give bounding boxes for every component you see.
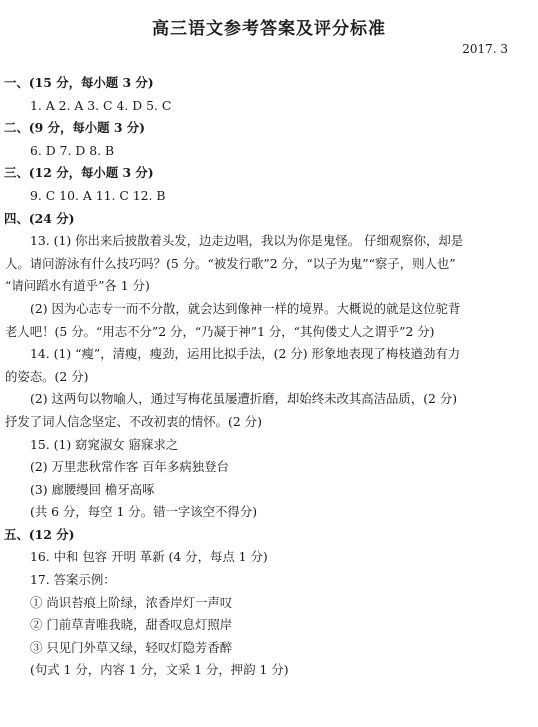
answer-line: 9. C 10. A 11. C 12. B	[30, 187, 166, 203]
answer-line: (2) 因为心志专一而不分散，就会达到像神一样的境界。大概说的就是这位驼背	[30, 300, 461, 316]
answer-line: ① 尚识苔痕上阶绿，浓香岸灯一声叹	[30, 594, 233, 610]
answer-line: ② 门前草青唯我晓，甜香叹息灯照岸	[30, 617, 233, 633]
answer-line: 老人吧！(5 分。“用志不分”2 分，“乃凝于神”1 分，“其佝偻丈人之谓乎”2 分)	[5, 323, 435, 339]
answer-line: (2) 这两句以物喻人，通过写梅花虽屡遭折磨，却始终未改其高洁品质，(2 分)	[30, 391, 458, 407]
answer-line: 的姿态。(2 分)	[5, 368, 89, 384]
answer-line: “请问蹈水有道乎”各 1 分)	[5, 278, 150, 294]
section-heading: 五、(12 分)	[4, 526, 75, 542]
answer-line: 15. (1) 窈窕淑女 寤寐求之	[30, 436, 179, 452]
answer-line: 14. (1) “瘦”，清瘦，瘦劲，运用比拟手法，(2 分) 形象地表现了梅枝遒劲有力	[30, 346, 461, 362]
answer-line: (句式 1 分，内容 1 分，文采 1 分，押韵 1 分)	[30, 662, 289, 678]
document-date: 2017. 3	[462, 42, 508, 56]
answer-line: 6. D 7. D 8. B	[30, 142, 115, 158]
answer-line: (共 6 分，每空 1 分。错一字该空不得分)	[30, 504, 258, 520]
answer-line: 抒发了词人信念坚定、不改初衷的情怀。(2 分)	[5, 413, 262, 429]
answer-line: (2) 万里悲秋常作客 百年多病独登台	[30, 459, 229, 475]
section-heading: 四、(24 分)	[4, 210, 75, 226]
answer-line: 1. A 2. A 3. C 4. D 5. C	[30, 97, 172, 113]
answer-line: 17. 答案示例：	[30, 572, 116, 588]
answer-line: 13. (1) 你出来后披散着头发，边走边唱，我以为你是鬼怪。 仔细观察你，却是	[30, 233, 464, 249]
section-heading: 一、(15 分，每小题 3 分)	[4, 75, 154, 90]
answer-line: ③ 只见门外草又绿，轻叹灯隐芳香醉	[30, 639, 233, 655]
answer-line: 16. 中和 包容 开明 革新 (4 分，每点 1 分)	[30, 549, 268, 565]
answer-body	[0, 72, 538, 682]
answer-line: 人。请问游泳有什么技巧吗？(5 分。“被发行歌”2 分，“以子为鬼”“察子，则人也”	[5, 255, 456, 271]
page-title: 高三语文参考答案及评分标准	[152, 19, 386, 39]
section-heading: 二、(9 分，每小题 3 分)	[4, 120, 146, 136]
answer-line: (3) 廊腰缦回 檐牙高啄	[30, 481, 155, 497]
section-heading: 三、(12 分，每小题 3 分)	[4, 165, 154, 181]
